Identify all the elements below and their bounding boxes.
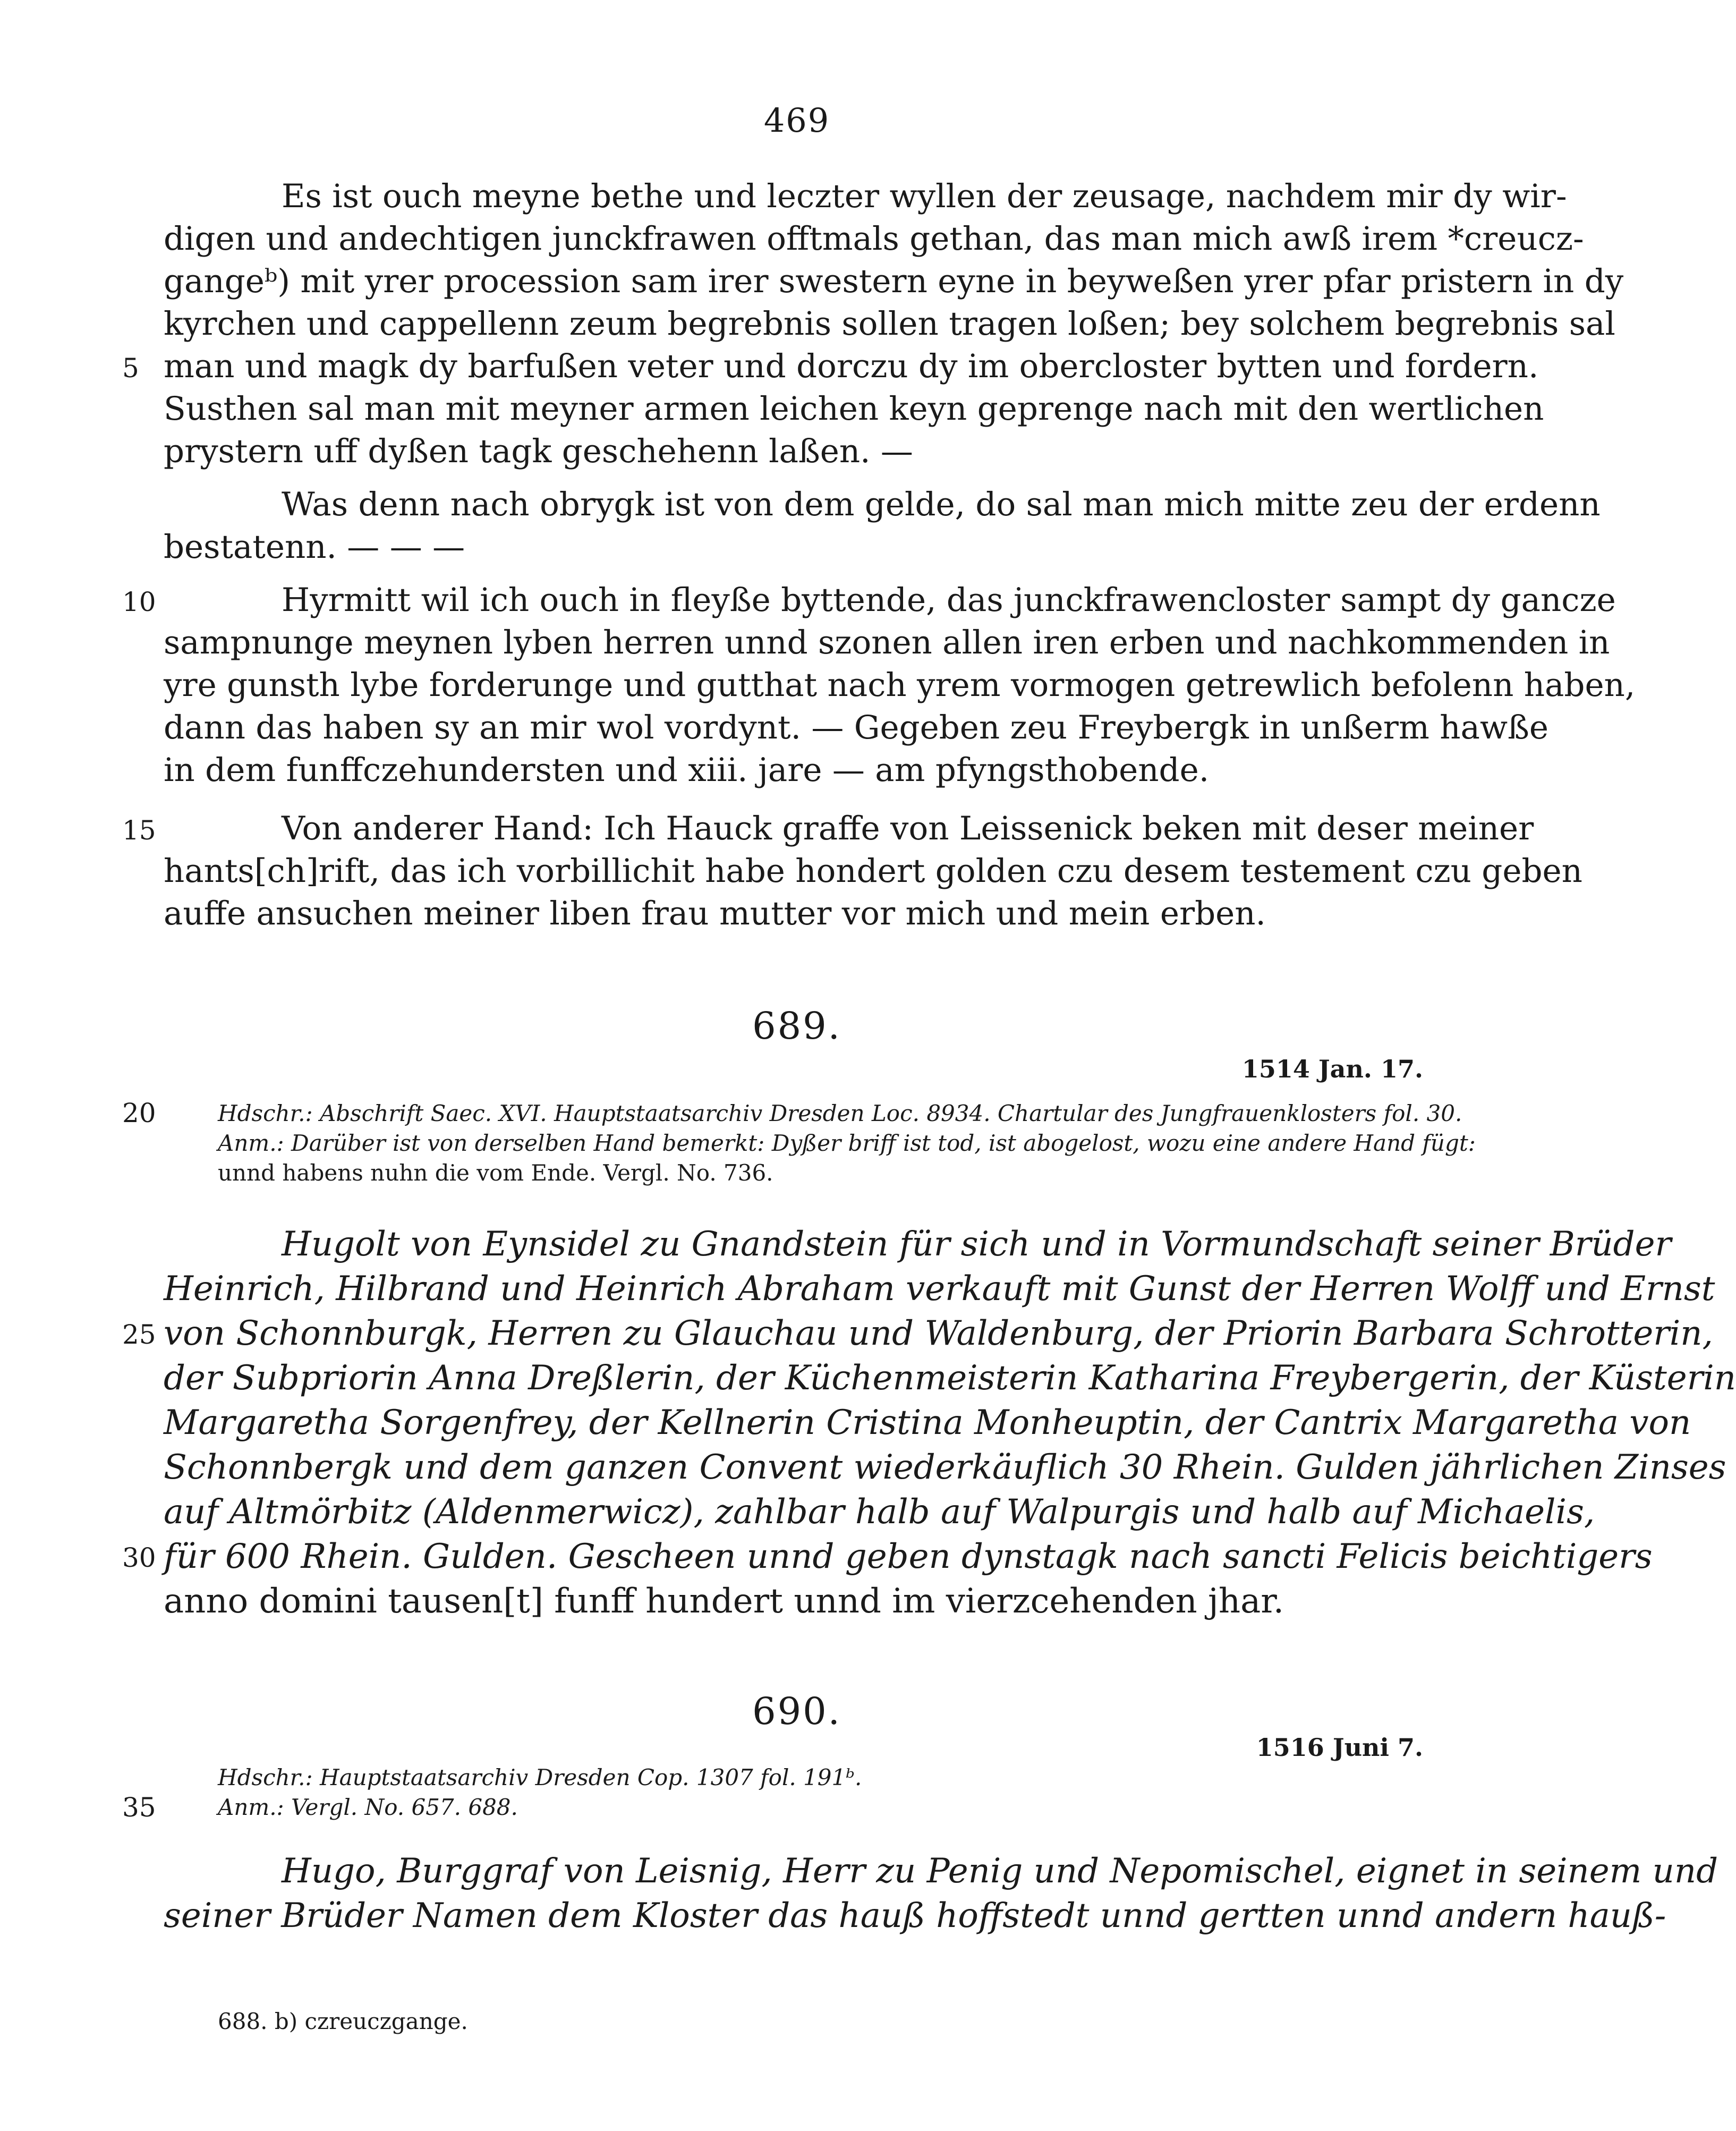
regest-line: für 600 Rhein. Gulden. Gescheen unnd geben dynstagk nach sancti Felicis beichtigers	[164, 1537, 1653, 1576]
line-number: 15	[122, 815, 156, 846]
line-number: 5	[122, 353, 139, 384]
regest-line: Margaretha Sorgenfrey, der Kellnerin Cristina Monheuptin, der Cantrix Margaretha von	[164, 1403, 1691, 1442]
page-number: 469	[763, 101, 830, 140]
regest-line: Hugo, Burggraf von Leisnig, Herr zu Penig und Nepomischel, eignet in seinem und	[282, 1852, 1718, 1891]
regest-line: Schonnbergk und dem ganzen Convent wiederkäuflich 30 Rhein. Gulden jährlichen Zinses	[164, 1448, 1726, 1487]
text-line: yre gunsth lybe forderunge und gutthat nach yrem vormogen getrewlich befolenn haben,	[164, 666, 1636, 704]
regest-line: Heinrich, Hilbrand und Heinrich Abraham verkauft mit Gunst der Herren Wolff und Ernst	[164, 1269, 1715, 1309]
text-line: Von anderer Hand: Ich Hauck graffe von Leissenick beken mit deser meiner	[282, 810, 1534, 847]
text-line: gangeᵇ) mit yrer procession sam irer swestern eyne in beyweßen yrer pfar pristern in dy	[164, 262, 1624, 300]
text-line: Susthen sal man mit meyner armen leichen keyn geprenge nach mit den wertlichen	[164, 390, 1544, 428]
annotation-note: unnd habens nuhn die vom Ende. Vergl. No. 736.	[218, 1160, 773, 1186]
document-date: 1514 Jan. 17.	[1241, 1055, 1423, 1083]
text-line: Es ist ouch meyne bethe und leczter wyllen der zeusage, nachdem mir dy wir-	[282, 177, 1567, 215]
regest-line: Hugolt von Eynsidel zu Gnandstein für sich und in Vormundschaft seiner Brüder	[282, 1225, 1672, 1264]
text-line: prystern uff dyßen tagk geschehenn laßen. —	[164, 432, 913, 470]
text-line: in dem funffczehundersten und xiii. jare — am pfyngsthobende.	[164, 751, 1210, 789]
document-number: 690.	[752, 1689, 841, 1733]
line-number: 25	[122, 1319, 156, 1350]
document-date: 1516 Juni 7.	[1256, 1733, 1423, 1762]
line-number: 35	[122, 1792, 156, 1823]
regest-line: der Subpriorin Anna Dreßlerin, der Küchenmeisterin Katharina Freybergerin, der Küsterin	[164, 1359, 1736, 1398]
regest-line: auf Altmörbitz (Aldenmerwicz), zahlbar halb auf Walpurgis und halb auf Michaelis,	[164, 1492, 1595, 1532]
regest-line: anno domini tausen[t] funff hundert unnd im vierzcehenden jhar.	[164, 1582, 1284, 1621]
text-line: digen und andechtigen junckfrawen offtmals gethan, das man mich awß irem *creucz-	[164, 220, 1584, 258]
text-line: Hyrmitt wil ich ouch in fleyße byttende, das junckfrawencloster sampt dy gancze	[282, 581, 1616, 619]
text-line: Was denn nach obrygk ist von dem gelde, do sal man mich mitte zeu der erdenn	[282, 486, 1601, 523]
regest-line: seiner Brüder Namen dem Kloster das hauß hoffstedt unnd gertten unnd andern hauß-	[164, 1896, 1666, 1935]
regest-line: von Schonnburgk, Herren zu Glauchau und Waldenburg, der Priorin Barbara Schrotterin,	[164, 1314, 1713, 1353]
annotation-note: Anm.: Darüber ist von derselben Hand bemerkt: Dyßer briff ist tod, ist abogelost, wozu eine andere Hand fügt:	[218, 1130, 1476, 1156]
line-number: 30	[122, 1542, 156, 1573]
line-number: 20	[122, 1098, 156, 1128]
text-line: dann das haben sy an mir wol vordynt. — Gegeben zeu Freybergk in unßerm hawße	[164, 709, 1548, 746]
source-note: Hdschr.: Abschrift Saec. XVI. Hauptstaatsarchiv Dresden Loc. 8934. Chartular des Jungfrauenklosters fol. 30.	[218, 1100, 1462, 1126]
text-line: sampnunge meynen lyben herren unnd szonen allen iren erben und nachkommenden in	[164, 624, 1610, 661]
text-line: auffe ansuchen meiner liben frau mutter vor mich und mein erben.	[164, 895, 1266, 932]
text-line: kyrchen und cappellenn zeum begrebnis sollen tragen loßen; bey solchem begrebnis sal	[164, 305, 1615, 343]
text-line: hants[ch]rift, das ich vorbillichit habe hondert golden czu desem testement czu geben	[164, 852, 1582, 890]
text-line: man und magk dy barfußen veter und dorczu dy im obercloster bytten und fordern.	[164, 347, 1539, 385]
source-note: Hdschr.: Hauptstaatsarchiv Dresden Cop. 1307 fol. 191ᵇ.	[218, 1764, 862, 1790]
document-number: 689.	[752, 1004, 841, 1048]
annotation-note: Anm.: Vergl. No. 657. 688.	[218, 1794, 518, 1820]
footnote: 688. b) czreuczgange.	[218, 2008, 468, 2034]
line-number: 10	[122, 587, 156, 617]
text-line: bestatenn. — — —	[164, 528, 465, 566]
